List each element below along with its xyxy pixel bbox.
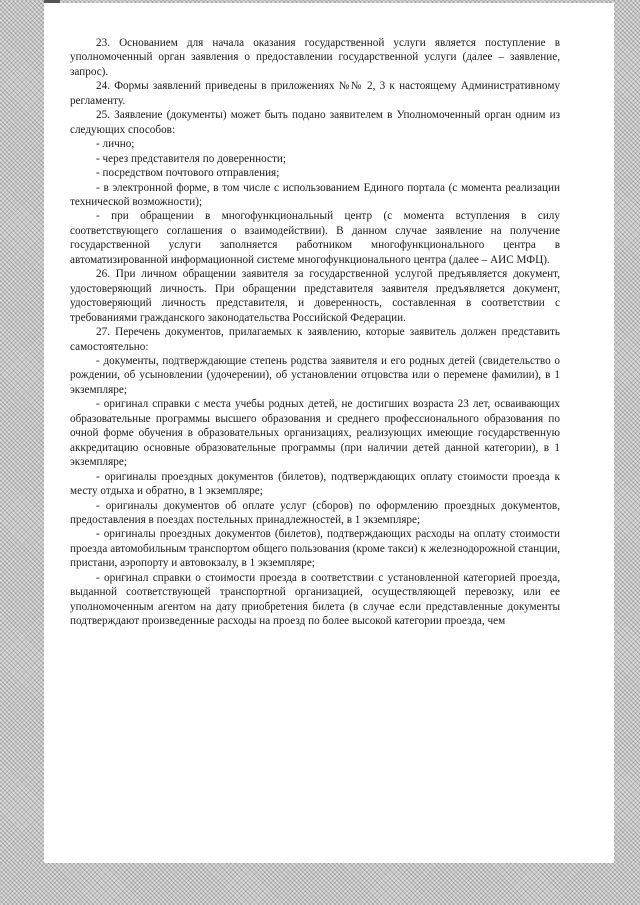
list-item: - при обращении в многофункциональный центр (с момента вступления в силу соответствующего соглашения о взаимодействии). В данном случае заявление на получение государственной услуги заполняется работником многофункционального центра в автоматизированной информационной системе многофункционального центра (далее – АИС МФЦ). — [70, 210, 560, 266]
list-item: - через представителя по доверенности; — [96, 152, 286, 165]
list-item: - оригиналы проездных документов (билетов), подтверждающих расходы на оплату стоимости проезда автомобильным транспортом общего пользования (кроме такси) к железнодорожной станции, пристани, аэропорту и автовокзалу, в 1 экземпляре; — [70, 528, 560, 570]
paragraph-23: 23. Основанием для начала оказания государственной услуги является поступление в уполномоченный орган заявления о предоставлении государственной услуги (далее – заявление, запрос). — [70, 37, 560, 78]
list-item: - оригинал справки о стоимости проезда в соответствии с установленной категорией проезда, выданной соответствующей транспортной организацией, осуществляющей перевозку, или ее уполномоченным агентом на дату приобретения билета (в случае если представленные документы подтверждают произведенные расходы на проезд по более высокой категории проезда, чем — [70, 571, 560, 628]
paragraph-25: 25. Заявление (документы) может быть подано заявителем в Уполномоченный орган одним из следующих способов: — [70, 109, 560, 136]
list-item: - лично; — [96, 138, 135, 151]
list-item: - посредством почтового отправления; — [96, 167, 280, 180]
scan-border-right — [614, 0, 640, 905]
list-item: - документы, подтверждающие степень родства заявителя и его родных детей (свидетельство о рождении, об усыновлении (удочерении), об установлении отцовства или о перемене фамилии), в 1 экземпляре; — [70, 354, 560, 396]
scan-border-bottom — [0, 863, 640, 905]
scan-border-left — [0, 0, 44, 905]
list-item: - в электронной форме, в том числе с использованием Единого портала (с момента реализации технической возможности); — [70, 181, 560, 208]
document-body — [70, 36, 560, 629]
list-item: - оригиналы документов об оплате услуг (сборов) по оформлению проездных документов, предоставления в поездах постельных принадлежностей, в 1 экземпляре; — [70, 499, 560, 526]
list-item: - оригинал справки с места учебы родных детей, не достигших возраста 23 лет, осваивающих образовательные программы высшего образования и среднего профессионального образования по очной форме обучения в образовательных организациях, реализующих имеющие государственную аккредитацию основные образовательные программы (при наличии детей данной категории), в 1 экземпляре; — [70, 398, 560, 469]
paragraph-24: 24. Формы заявлений приведены в приложениях №№ 2, 3 к настоящему Административному регламенту. — [70, 80, 560, 107]
list-item: - оригиналы проездных документов (билетов), подтверждающих оплату стоимости проезда к месту отдыха и обратно, в 1 экземпляре; — [70, 470, 560, 498]
paragraph-26: 26. При личном обращении заявителя за государственной услугой предъявляется документ, удостоверяющий личность. При обращении представителя заявителя предъявляется документ, удостоверяющий личность представителя, и доверенность, составленная в соответствии с требованиями гражданского законодательства Российской Федерации. — [70, 268, 560, 324]
paragraph-27: 27. Перечень документов, прилагаемых к заявлению, которые заявитель должен представить самостоятельно: — [70, 326, 560, 353]
